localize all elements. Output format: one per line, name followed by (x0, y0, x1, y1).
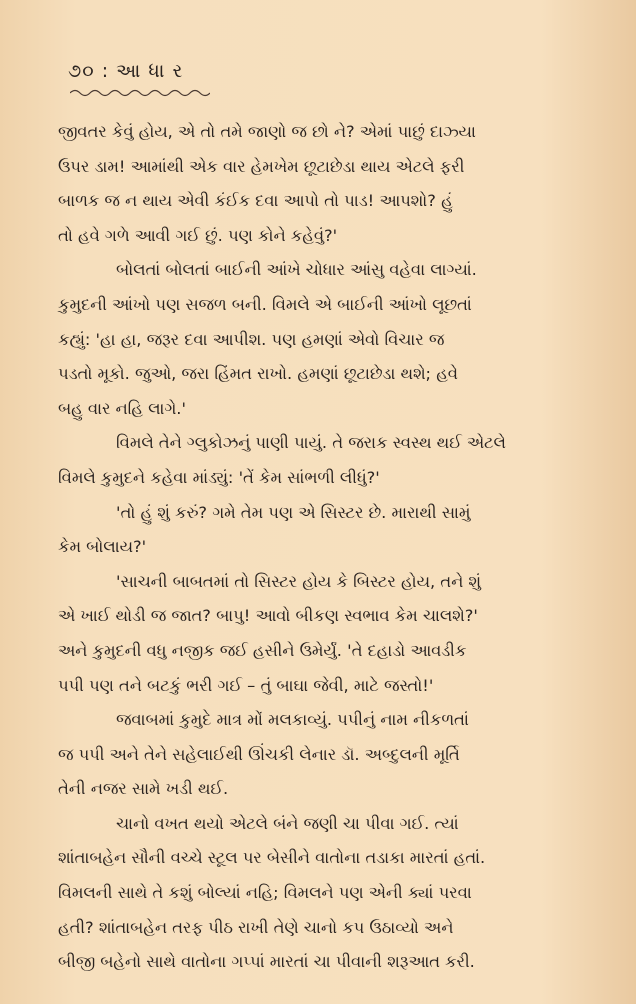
text-line: કુમુદની આંખો પણ સજળ બની. વિમલે એ બાઈની આંખો લૂછતાં (58, 294, 472, 314)
text-line: વિમલની સાથે તે કશું બોલ્યાં નહિ; વિમલને પણ એની ક્યાં પરવા (58, 883, 472, 903)
text-line: ચાનો વખત થયો એટલે બંને જણી ચા પીવા ગઈ. ત્યાં (116, 813, 459, 833)
text-line: બહુ વાર નહિ લાગે.' (58, 398, 186, 418)
text-line: અને કુમુદની વધુ નજીક જઈ હસીને ઉમેર્યું. 'તે દહાડો આવડીક (58, 640, 467, 660)
text-line: 'સાચની બાબતમાં તો સિસ્ટર હોય કે બિસ્ટર હોય, તને શું (116, 571, 481, 591)
text-line: જીવતર કેવું હોય, એ તો તમે જાણો જ છો ને? એમાં પાછું દાઝ્યા (58, 122, 476, 141)
text-line: બાળક જ ન થાય એવી કંઈક દવા આપો તો પાડ! આપશો? હું (58, 191, 453, 211)
text-line: કહ્યું: 'હા હા, જરૂર દવા આપીશ. પણ હમણાં એવો વિચાર જ (58, 329, 445, 349)
text-line: શાંતાબહેન સૌની વચ્ચે સ્ટૂલ પર બેસીને વાતોના તડાકા મારતાં હતાં. (58, 848, 486, 868)
page-number: ૭૦ (68, 60, 95, 82)
text-line: જ પપી અને તેને સહેલાઈથી ઊંચકી લેનાર ડૉ. અબ્દુલની મૂર્તિ (58, 744, 460, 764)
text-line: બીજી બહેનો સાથે વાતોના ગપ્પાં મારતાં ચા પીવાની શરૂઆત કરી. (58, 952, 475, 972)
text-line: 'તો હું શું કરું? ગમે તેમ પણ એ સિસ્ટર છે. મારાથી સામું (116, 502, 471, 522)
text-line: બોલતાં બોલતાં બાઈની આંખે ચોધાર આંસુ વહેવા લાગ્યાં. (116, 260, 477, 280)
decorative-squiggle (70, 88, 210, 98)
text-line: કેમ બોલાય?' (58, 537, 147, 557)
book-title: આ ધા ર (116, 60, 184, 82)
text-line: તો હવે ગળે આવી ગઈ છું. પણ કોને કહેવું?' (58, 225, 338, 245)
header-separator: : (101, 60, 110, 82)
running-header (68, 60, 183, 82)
text-line: જવાબમાં કુમુદે માત્ર મોં મલકાવ્યું. પપીનું નામ નીકળતાં (116, 710, 469, 730)
text-line: તેની નજર સામે ખડી થઈ. (58, 779, 229, 799)
body-text (58, 115, 598, 980)
text-line: હતી? શાંતાબહેન તરફ પીઠ રાખી તેણે ચાનો કપ ઉઠાવ્યો અને (58, 917, 454, 937)
text-line: ઉપર ડામ! આમાંથી એક વાર હેમખેમ છૂટાછેડા થાય એટલે ફરી (58, 156, 465, 176)
text-line: એ ખાઈ થોડી જ જાત? બાપુ! આવો બીકણ સ્વભાવ કેમ ચાલશે?' (58, 606, 478, 626)
text-line: વિમલે કુમુદને કહેવા માંડ્યું: 'તેં કેમ સાંભળી લીધું?' (58, 467, 380, 487)
text-line: પપી પણ તને બટકું ભરી ગઈ – તું બાઘા જેવી, માટે જસ્તો!' (58, 675, 434, 695)
text-line: પડતો મૂકો. જુઓ, જરા હિંમત રાખો. હમણાં છૂટાછેડા થશે; હવે (58, 364, 458, 384)
text-line: વિમલે તેને ગ્લુકોઝનું પાણી પાયું. તે જરાક સ્વસ્થ થઈ એટલે (116, 433, 506, 453)
